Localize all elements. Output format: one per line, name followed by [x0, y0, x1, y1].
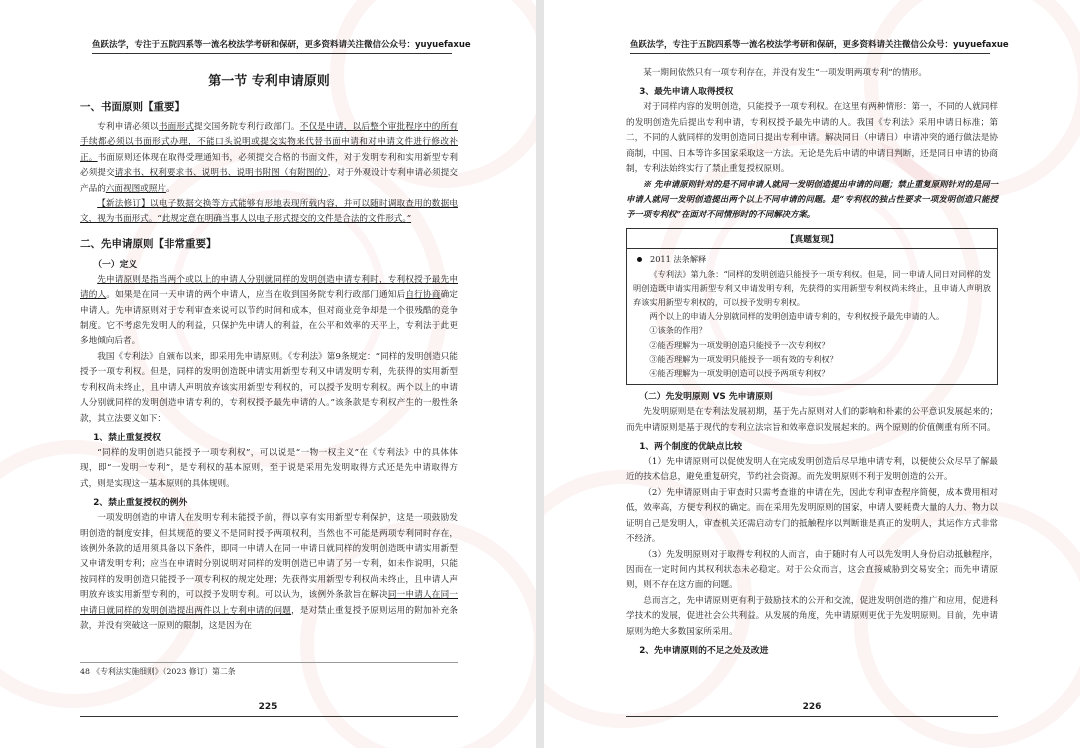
exam-text: 《专利法》第九条：“同样的发明创造只能授予一项专利权。但是，同一申请人同日对同样的发明创造既申请实用新型专利又申请发明专利，先获得的实用新型专利权尚未终止，且申请人声明放弃该实用新型专利权的，可以授予发明专利权。: [633, 268, 991, 308]
running-header: 鱼跃法学，专注于五院四系等一流名校法学考研和保研，更多资料请关注微信公众号：yuyuefaxue: [630, 38, 990, 54]
paragraph-point-1: （1）先申请原则可以促使发明人在完成发明创造后尽早地申请专利，以便使公众尽早了解最近的技术信息，避免重复研究，节约社会资源。而先发明原则不利于发明创造的公开。: [626, 457, 998, 483]
paragraph-no-double-grant: “同样的发明创造只能授予一项专利权”，可以说是“一物一权主义”在《专利法》中的具体体现，即“一发明一专利”，是专利权的基本原则，至于说是采用先发明取得方式还是先申请取得方式，则是实现这一基本原则的具体规则。: [80, 447, 458, 489]
paragraph-point-2: （2）先申请原则由于审查时只需考查谁的申请在先，因此专利审查程序简便，成本费用相对低，效率高，方便专利权的确定。而在采用先发明原则的国家，申请人要耗费大量的人力、物力以证明自己是发明人，审查机关还需启动专门的抵触程序以判断谁是真正的发明人，其运作方式非常不经济。: [626, 487, 998, 545]
paragraph-point-3: （3）先发明原则对于取得专利权的人而言，由于随时有人可以先发明人身份启动抵触程序，因而在一定时间内其权利状态未必稳定。对于公众而言，这会直接威胁到交易安全；而先申请原则，则不存在这方面的问题。: [626, 549, 998, 591]
exam-box-title: 【真题复现】: [627, 232, 997, 249]
heading-first-applicant: 3、最先申请人取得授权: [639, 87, 734, 98]
paragraph-exception: 一项发明创造的申请人在发明专利未能授予前，得以享有实用新型专利保护，这是一项鼓励发明创造的制度安排，但其规范的要义不是同时授予两项权利，当然也不可能是两项专利同时存在，该例外条款的适用须具备以下条件，即同一申请人在同一申请日就同样的发明创造既申请实用新型又申请发明专利；应当在申请时分别说明对同样的发明创造已申请了另一专利，如未作说明，只能按同样的发明创造只能授予一项专利权的规定处理；先获得实用新型专利权尚未终止，且申请人声明放弃该实用新型专利的，可以授予发明专利。可以认为，该例外条款旨在解决同一申请人在同一申请日就同样的发明创造提出两件以上专利申请的问题，是对禁止重复授予原则运用的附加补充条款，并没有突破这一原则的限制，这是因为在: [80, 513, 458, 631]
footer-rule: [80, 716, 458, 717]
heading-exception: 2、禁止重复授权的例外: [93, 498, 188, 509]
heading-definition: （一）定义: [93, 259, 138, 270]
note-text: ※ 先申请原则针对的是不同申请人就同一发明创造提出申请的问题；禁止重复原则针对的是同一申请人就同一发明创造提出两个以上不同申请的问题。是“专利权的独占性要求一项发明创造只能授予一项专利权”在面对不同情形时的不同解决方案。: [626, 179, 998, 220]
heading-comparison: （二）先发明原则 VS 先申请原则: [639, 392, 773, 403]
running-header: 鱼跃法学，专注于五院四系等一流名校法学考研和保研，更多资料请关注微信公众号：yuyuefaxue: [92, 38, 452, 54]
heading-shortcomings: 2、先申请原则的不足之处及改进: [639, 645, 769, 656]
note-block: [626, 177, 998, 222]
footnote: 48 《专利法实施细则》（2023 修订）第二条: [80, 662, 458, 677]
exam-question: ④能否理解为一项发明创造可以授予两项专利权？: [649, 368, 830, 379]
paragraph-summary: 总而言之，先申请原则更有利于鼓励技术的公开和交流，促进发明创造的推广和应用，促进科学技术的发展，促进社会公共利益。从发展的角度，先申请原则更优于先发明原则。目前，先申请原则为绝大多数国家所采用。: [626, 595, 998, 637]
paragraph-first-applicant: 对于同样内容的发明创造，只能授予一项专利权。在这里有两种情形：第一，不同的人就同样的发明创造先后提出专利申请，专利权授予最先申请的人。我国《专利法》采用申请日标准；第二，不同的人就同样的发明创造同日提出专利申请。解决同日（申请日）申请冲突的通行做法是协商制，中国、日本等许多国家采取这一方法。无论是先后申请的申请日判断，还是同日申请的协商制，专利法始终实行了禁止重复授权原则。: [626, 102, 998, 175]
exam-box: [626, 228, 998, 385]
exam-bullet: [633, 252, 991, 266]
exam-text-2: 两个以上的申请人分别就同样的发明创造申请专利的，专利权授予最先申请的人。: [649, 311, 945, 322]
heading-pros-cons: 1、两个制度的优缺点比较: [639, 442, 743, 453]
exam-year: 2011 法条解释: [650, 254, 707, 265]
footer-rule: [626, 716, 998, 717]
page-number: 225: [258, 702, 278, 712]
paragraph-new-law: 【新法修订】以电子数据交换等方式能够有形地表现所载内容，并可以随时调取查用的数据电文，视为书面形式。“此规定意在明确当事人以电子形式提交的文件是合法的文件形式。”: [80, 199, 458, 225]
paragraph-article-9: 我国《专利法》自颁布以来，即采用先申请原则。《专利法》第9条规定：“同样的发明创造只能授予一项专利权。但是，同样的发明创造既申请实用新型专利又申请发明专利，先获得的实用新型专利权尚未终止，且申请人声明放弃该实用新型专利权的，可以授予发明专利权。两个以上的申请人分别就同样的发明创造申请专利的，专利权授予最先申请的人。”该条款是专利权产生的一般性条款，其立法要义如下：: [80, 351, 458, 424]
section-title: 第一节 专利申请原则: [208, 74, 330, 89]
left-page: [0, 0, 536, 748]
page-number: 226: [802, 702, 822, 712]
heading-no-double-grant: 1、禁止重复授权: [93, 432, 161, 443]
right-page: [544, 0, 1080, 748]
bullet-icon: [637, 257, 642, 262]
exam-question: ③能否理解为一项发明只能授予一项有效的专利权？: [649, 353, 838, 364]
exam-question: ①该条的作用？: [649, 325, 707, 336]
exam-question: ②能否理解为一项发明创造只能授予一次专利权？: [649, 339, 830, 350]
heading-first-to-file: 二、先申请原则【非常重要】: [80, 237, 217, 250]
paragraph-continuation: 某一期间依然只有一项专利存在，并没有发生“一项发明两项专利”的情形。: [643, 68, 927, 78]
right-content: [626, 66, 998, 659]
paragraph-definition: 先申请原则是指当两个或以上的申请人分别就同样的发明创造申请专利时，专利权授予最先申请的人。如果是在同一天申请的两个申请人，应当在收到国务院专利行政部门通知后自行协商确定申请人。先申请原则对于专利审查来说可以节约时间和成本，但对商业竞争却是一个很残酷的竞争制度。它不考虑先发明人的利益，只保护先申请人的利益，在公平和效率的天平上，专利法于此更多地倾向后者。: [80, 274, 458, 347]
heading-written-principle: 一、书面原则【重要】: [80, 101, 185, 113]
left-content: [80, 66, 458, 634]
paragraph-written-principle: 专利申请必须以书面形式提交国务院专利行政部门。不仅是申请，以后整个审批程序中的所有手续都必须以书面形式办理，不能口头说明或提交实物来代替书面申请和对申请文件进行修改补正。书面原则还体现在取得受理通知书，必须提交合格的书面文件，对于发明专利和实用新型专利必须提交请求书、权利要求书、说明书、说明书附图（有附图的），对于外观设计专利申请必须提交产品的六面视图或照片。: [80, 122, 458, 194]
paragraph-comparison: 先发明原则是在专利法发展初期，基于先占原则对人们的影响和朴素的公平意识发展起来的；而先申请原则是基于现代的专利立法宗旨和效率意识发展起来的。两个原则的价值侧重有所不同。: [626, 407, 998, 433]
